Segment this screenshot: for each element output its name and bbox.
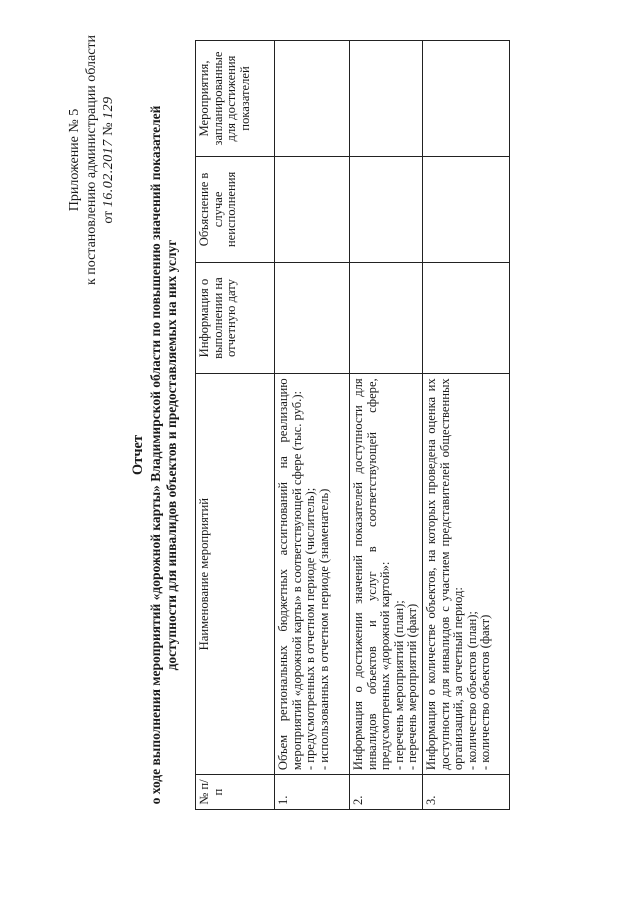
header-name: Наименование мероприятий: [196, 374, 275, 775]
row-explanation-cell: [275, 157, 350, 263]
table-row: [275, 41, 350, 810]
row-name: [350, 374, 423, 775]
header-explanation: Объяснение в случае неисполнения: [196, 157, 275, 263]
row-name: [423, 374, 510, 775]
header-planned: Мероприятия, запланированные для достижения показателей: [196, 41, 275, 157]
table-row: [350, 41, 423, 810]
report-title: [130, 45, 180, 865]
report-title-line1: о ходе выполнения мероприятий «дорожной карты» Владимирской области по повышению значений показателей: [148, 105, 163, 805]
row-planned-cell: [423, 41, 510, 157]
row-planned-cell: [275, 41, 350, 157]
row-name-line: Информация о количестве объектов, на которых проведена оценка их доступности для инвалидов с участием представителей общественных организаций, за отчетный период:: [424, 378, 465, 771]
appendix-date: 16.02.2017: [101, 139, 116, 208]
row-name: [275, 374, 350, 775]
row-explanation-cell: [350, 157, 423, 263]
header-num: № п/п: [196, 775, 275, 810]
row-info-cell: [350, 262, 423, 373]
appendix-date-prefix: от: [101, 210, 116, 224]
appendix-title: Приложение № 5: [67, 108, 82, 212]
appendix-subtitle: к постановлению администрации области: [84, 34, 99, 286]
row-explanation-cell: [423, 157, 510, 263]
row-name-line: Информация о достижении значений показателей доступности для инвалидов объектов и услуг в соответствующей сфере, предусмотренных «дорожной картой»:: [351, 378, 392, 771]
row-name-line: - количество объектов (план);: [464, 611, 479, 771]
row-name-line: - перечень мероприятий (факт): [405, 603, 419, 771]
report-heading: Отчет: [130, 434, 146, 476]
row-name-line: - предусмотренных в отчетном периоде (числитель);: [303, 487, 317, 771]
row-info-cell: [423, 262, 510, 373]
table-header-row: [196, 41, 275, 810]
report-table: [195, 40, 510, 810]
appendix-number: 129: [101, 96, 116, 119]
row-info-cell: [275, 262, 350, 373]
row-name-line: - количество объектов (факт): [478, 614, 492, 771]
table-row: [423, 41, 510, 810]
row-planned-cell: [350, 41, 423, 157]
appendix-block: [66, 10, 117, 310]
appendix-number-sign: №: [101, 122, 116, 136]
row-name-line: - использованных в отчетном периоде (знаменатель): [316, 488, 331, 771]
header-info: Информация о выполнении на отчетную дату: [196, 262, 275, 373]
appendix-date-line: [100, 10, 117, 310]
row-num: 2.: [350, 775, 423, 810]
row-name-line: - перечень мероприятий (план);: [391, 600, 406, 771]
report-title-line2: доступности для инвалидов объектов и предоставляемых на них услуг: [164, 239, 179, 671]
row-num: 1.: [275, 775, 350, 810]
row-num: 3.: [423, 775, 510, 810]
row-name-line: Объем региональных бюджетных ассигнований на реализацию мероприятий «дорожной карты» в соответствующей сфере (тыс. руб.):: [276, 378, 304, 771]
